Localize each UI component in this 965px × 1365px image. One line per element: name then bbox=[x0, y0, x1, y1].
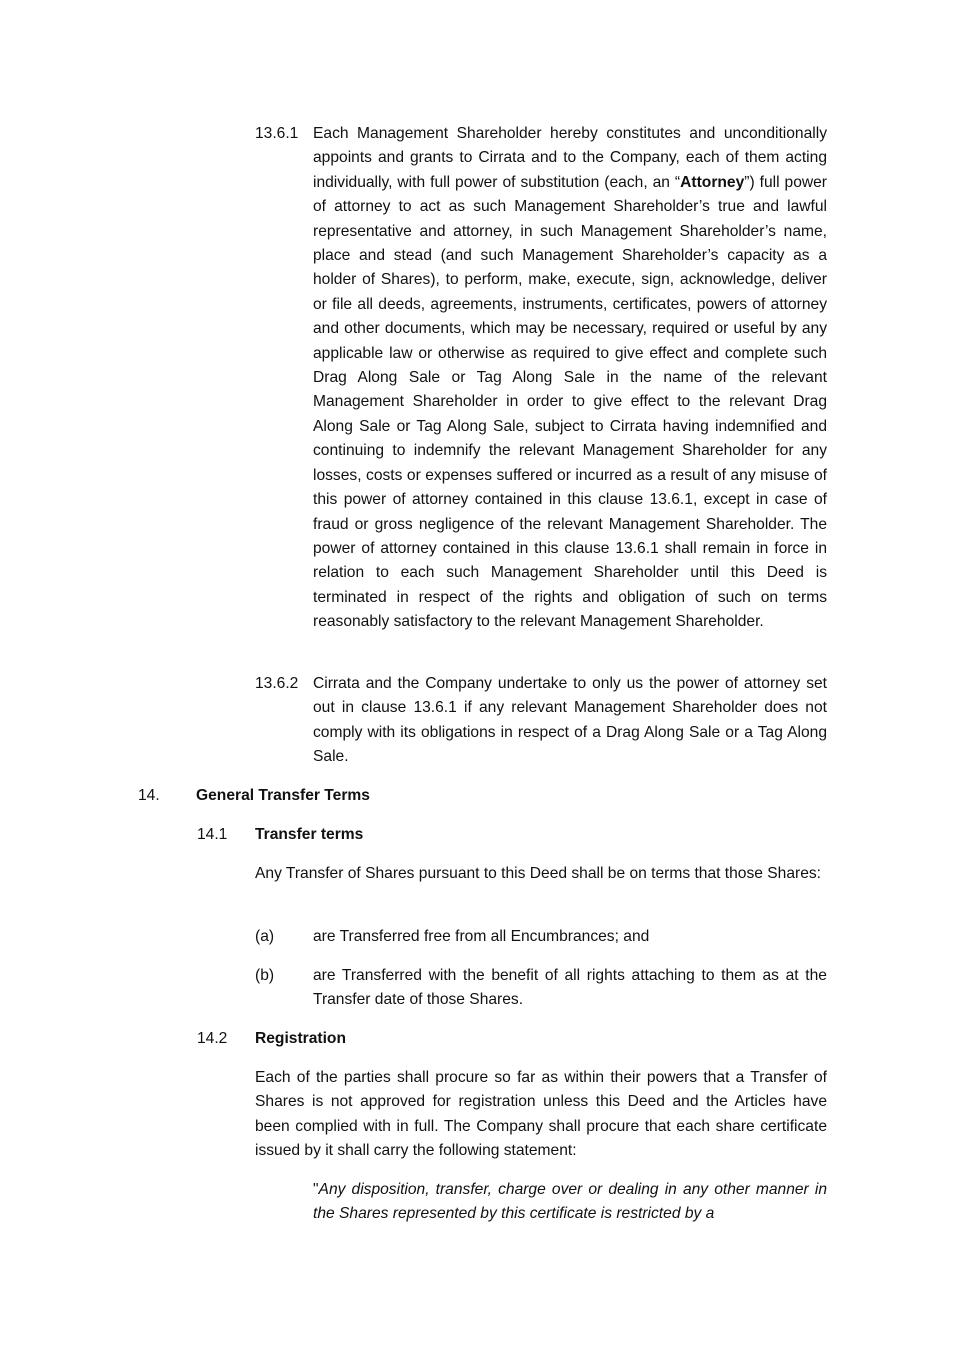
certificate-statement bbox=[313, 1178, 827, 1227]
clause-number: 14. bbox=[138, 787, 160, 804]
item-label: (b) bbox=[255, 967, 275, 984]
clause-number: 13.6.1 bbox=[255, 125, 299, 142]
quote-text: "Any disposition, transfer, charge over or dealing in any other manner in the Shares represented by this certificate is restricted by a bbox=[313, 1181, 827, 1223]
clause-13-6-2 bbox=[255, 672, 827, 770]
paragraph: Each of the parties shall procure so far as within their powers that a Transfer of Shares is not approved for registration unless this Deed and the Articles have been complied with in full. The Company shall procure that each share certificate issued by it shall carry the following statement: bbox=[255, 1069, 827, 1160]
item-label: (a) bbox=[255, 928, 275, 945]
clause-number: 14.2 bbox=[197, 1030, 228, 1047]
subsection-heading: Registration bbox=[255, 1030, 346, 1047]
item-text: are Transferred with the benefit of all rights attaching to them as at the Transfer date of those Shares. bbox=[313, 967, 827, 1009]
item-text: are Transferred free from all Encumbrances; and bbox=[313, 928, 650, 945]
clause-text: Each Management Shareholder hereby constitutes and unconditionally appoints and grants to Cirrata and to the Company, each of them acting individually, with full power of substitution (each, an “Attorney”) full power of attorney to act as such Management Shareholder’s true and lawful representative and attorney, in such Management Shareholder’s name, place and stead (and such Management Shareholder’s capacity as a holder of Shares), to perform, make, execute, sign, acknowledge, deliver or file all deeds, agreements, instruments, certificates, powers of attorney and other documents, which may be necessary, required or useful by any applicable law or otherwise as required to give effect and complete such Drag Along Sale or Tag Along Sale in the name of the relevant Management Shareholder in order to give effect to the relevant Drag Along Sale or Tag Along Sale, subject to Cirrata having indemnified and continuing to indemnify the relevant Management Shareholder for any losses, costs or expenses suffered or incurred as a result of any misuse of this power of attorney contained in this clause 13.6.1, except in case of fraud or gross negligence of the relevant Management Shareholder. The power of attorney contained in this clause 13.6.1 shall remain in force in relation to each such Management Shareholder until this Deed is terminated in respect of the rights and obligation of such on terms reasonably satisfactory to the relevant Management Shareholder. bbox=[313, 125, 827, 631]
clause-number: 13.6.2 bbox=[255, 675, 299, 692]
defined-term: Attorney bbox=[680, 173, 745, 191]
paragraph: Any Transfer of Shares pursuant to this Deed shall be on terms that those Shares: bbox=[255, 865, 822, 882]
clause-text: Cirrata and the Company undertake to only us the power of attorney set out in clause 13.6.1 if any relevant Management Shareholder does not comply with its obligations in respect of a Drag Along Sale or a Tag Along Sale. bbox=[313, 675, 827, 766]
clause-14-1-intro bbox=[255, 862, 827, 886]
clause-number: 14.1 bbox=[197, 826, 228, 843]
clause-13-6-1 bbox=[255, 122, 827, 635]
list-item bbox=[255, 925, 827, 949]
subsection-heading: Transfer terms bbox=[255, 826, 364, 843]
clause-14-2-body bbox=[255, 1066, 827, 1164]
list-item bbox=[255, 964, 827, 1013]
section-heading: General Transfer Terms bbox=[196, 787, 370, 804]
